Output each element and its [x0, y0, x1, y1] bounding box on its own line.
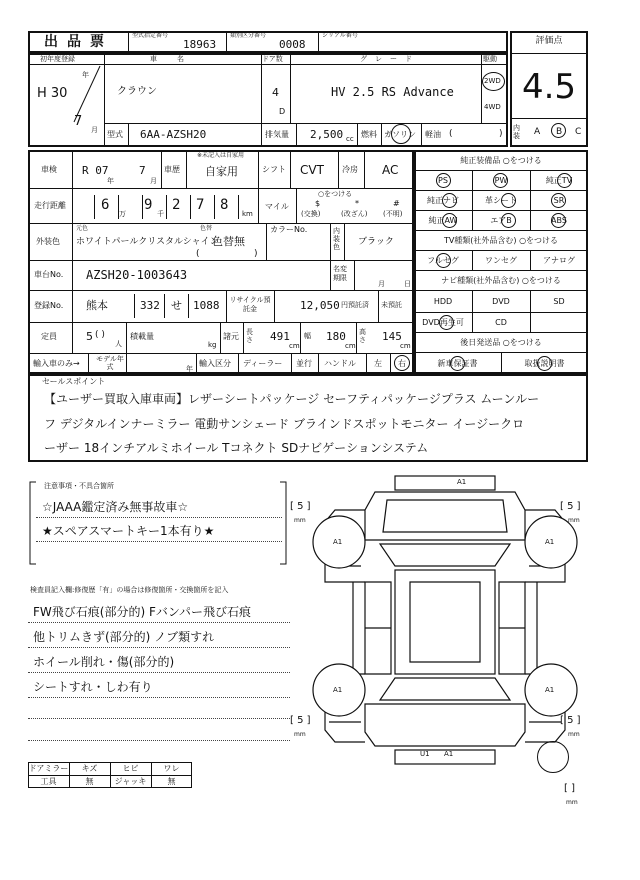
sales-label: セールスポイント — [42, 377, 106, 386]
legend-cell: 無 — [167, 777, 176, 786]
car-diagram — [295, 470, 595, 770]
history-label: 車歴 — [164, 165, 180, 174]
mile-label: マイル — [265, 202, 289, 211]
mileage-digit: 6 — [101, 197, 110, 213]
car-name: クラウン — [117, 86, 157, 97]
later-warranty-circle — [450, 356, 465, 371]
sales-line: 【ユーザー買取入庫車両】レザーシートパッケージ セーフティパッケージプラス ムーンルー — [44, 392, 540, 406]
notes-line: ★スペアスマートキー1本有り★ — [42, 524, 215, 538]
interior-color-label: 内装色 — [333, 227, 340, 251]
chassis-label: 車台No. — [34, 270, 64, 279]
parallel-option: 並行 — [296, 359, 312, 368]
tread-rear-left: [ 5 ] — [290, 715, 311, 726]
orig-color-label: 元色 — [76, 225, 89, 232]
exchange-label: (交換) — [301, 210, 321, 218]
interior-b-circle — [551, 123, 566, 138]
year-unit: 年 — [82, 71, 89, 79]
tv-label: TV種類(社外品含む) ○をつける — [443, 236, 559, 245]
spare-mm: mm — [566, 799, 578, 806]
tread-mm: mm — [294, 517, 306, 524]
model-year-label: モデル年式 — [96, 355, 124, 371]
inspector-label: 検査員記入欄:修復歴「有」の場合は修復箇所・交換箇所を記入 — [30, 586, 229, 594]
type-value: 6AA-AZSH20 — [140, 128, 207, 141]
tread-front-left: [ 5 ] — [290, 501, 311, 512]
capacity-value: 5 — [86, 330, 93, 343]
drive-4wd: 4WD — [484, 103, 501, 111]
size-label: 諸元 — [223, 332, 239, 341]
unknown-label: (不明) — [383, 210, 403, 218]
equip-airbag: エアB — [490, 216, 512, 225]
equip-navi: 純正ナビ — [427, 196, 459, 205]
inspection-value: R 07 — [82, 164, 109, 177]
interior-label: 内装 — [513, 124, 520, 140]
spare-tire-icon — [537, 741, 569, 773]
navi-cd: CD — [495, 318, 507, 327]
handle-right-circle — [394, 355, 410, 371]
reg-place: 熊本 — [86, 299, 108, 312]
car-name-label: 車名 — [150, 55, 204, 63]
shift-label: シフト — [262, 165, 286, 174]
mileage-label: 走行距離 — [34, 201, 66, 210]
km-unit: km — [242, 210, 253, 218]
import-label: 輸入車のみ→ — [33, 359, 80, 368]
dealer-option: ディーラー — [243, 359, 283, 368]
equip-ps: PS — [438, 176, 448, 185]
doors-label: ドア数 — [262, 55, 283, 63]
first-reg-era: H 30 — [37, 86, 68, 101]
tampered-mark: * — [355, 199, 359, 208]
equip-navi-circle — [442, 193, 457, 208]
reg-kana: せ — [171, 299, 182, 312]
first-reg-diagonal — [28, 64, 104, 147]
interior-b: B — [556, 127, 563, 137]
inspection-label: 車検 — [41, 165, 57, 174]
drive-2wd-circle — [482, 72, 505, 91]
legend-cell: 工具 — [40, 777, 57, 786]
tv-oneseg: ワンセグ — [485, 256, 517, 265]
notes-bracket — [28, 478, 290, 568]
bracket-close: ) — [499, 129, 503, 139]
load-unit: kg — [208, 341, 217, 349]
damage-rear-a: A1 — [444, 750, 454, 758]
drive-2wd: 2WD — [484, 77, 501, 85]
width-label: 幅 — [304, 332, 311, 340]
equip-sr-circle — [551, 193, 566, 208]
cc-unit: cc — [346, 135, 354, 143]
capacity-unit: 人 — [115, 340, 122, 348]
tire-front-right: A1 — [545, 538, 555, 546]
first-reg-label: 初年度登録 — [40, 55, 75, 63]
capacity-paren: ( ) — [95, 330, 105, 340]
inspector-line: FW飛び石痕(部分的) Fバンパー飛び石痕 — [33, 605, 252, 619]
inspection-month: 7 — [139, 164, 146, 177]
first-reg-month: 7 — [74, 114, 83, 129]
inspection-year-unit: 年 — [107, 177, 114, 185]
recycle-unit: 円預託済 — [341, 301, 369, 309]
navi-dvd-play: DVD再生可 — [422, 318, 464, 327]
notes-line: ☆JAAA鑑定済み無事故車☆ — [42, 500, 189, 514]
height-cm: cm — [400, 342, 411, 350]
man-unit: 万 — [119, 210, 126, 218]
repaint-value: 色替無 — [212, 235, 245, 248]
sales-line: ーザー 18インチアルミホイール Tコネクト SDナビゲーションシステム — [44, 441, 429, 455]
reg-class: 332 — [140, 299, 160, 312]
name-change-month: 月 — [378, 280, 385, 288]
page-title: 出品票 — [44, 34, 113, 50]
serial-label: シリアル番号 — [322, 32, 358, 39]
later-manual-circle — [537, 356, 552, 371]
model-year-unit: 年 — [186, 365, 193, 373]
recycle-status: 未預託 — [381, 301, 402, 309]
navi-dvd-play-circle — [439, 315, 454, 330]
history-value: 自家用 — [205, 165, 238, 178]
damage-front-bumper: A1 — [457, 478, 467, 486]
spare-tread: [ ] — [564, 783, 575, 794]
recycle-value: 12,050 — [300, 299, 340, 312]
interior-a: A — [534, 127, 541, 137]
interior-c: C — [575, 127, 582, 137]
later-manual: 取扱説明書 — [524, 359, 565, 368]
inspector-line: ホイール削れ・傷(部分的) — [33, 655, 175, 669]
legend-cell: キズ — [81, 764, 98, 773]
equip-leather-circle — [501, 193, 516, 208]
tread-mm: mm — [568, 517, 580, 524]
repaint-close: ) — [254, 249, 258, 259]
class-no-label: 類別区分番号 — [230, 32, 267, 39]
displacement-label: 排気量 — [265, 130, 289, 139]
mark-note: ○をつける — [318, 190, 353, 198]
tread-front-right: [ 5 ] — [560, 501, 581, 512]
handle-left: 左 — [374, 359, 382, 368]
grade-score-label: 評価点 — [535, 36, 563, 46]
doors: 4 — [272, 86, 279, 99]
length-cm: cm — [289, 342, 300, 350]
model-no: 18963 — [183, 38, 217, 51]
shift-value: CVT — [300, 163, 324, 177]
repaint-open: ( — [196, 249, 200, 259]
exchange-mark: $ — [315, 199, 321, 208]
equip-tv-circle — [557, 173, 572, 188]
tv-fullseg: フルセグ — [427, 256, 459, 265]
drive-label: 駆動 — [483, 55, 497, 63]
tampered-label: (改ざん) — [341, 210, 368, 218]
legend-cell: ヒビ — [122, 764, 139, 773]
legend-cell: ドアミラー — [28, 764, 69, 773]
legend-cell: ジャッキ — [114, 777, 147, 786]
equip-aw: 純正AW — [428, 216, 458, 225]
cooling-value: AC — [382, 163, 399, 177]
handle-label: ハンドル — [324, 359, 356, 368]
notes-label: 注意事項・不具合箇所 — [44, 482, 114, 490]
month-unit: 月 — [91, 126, 98, 134]
name-change-label: 名変期限 — [333, 265, 347, 282]
equip-airbag-circle — [501, 213, 516, 228]
grade-value: HV 2.5 RS Advance — [331, 85, 454, 99]
door-type: D — [279, 107, 286, 116]
navi-hdd: HDD — [433, 297, 453, 306]
tire-front-left: A1 — [333, 538, 343, 546]
length-value: 491 — [270, 330, 290, 343]
chassis-value: AZSH20-1003643 — [86, 268, 188, 282]
equip-abs: ABS — [551, 216, 567, 225]
import-type-label: 輸入区分 — [199, 359, 231, 368]
tread-mm: mm — [568, 731, 580, 738]
tv-analog: アナログ — [543, 256, 575, 265]
inspector-line: シートすれ・しわ有り — [33, 680, 153, 694]
mileage-digit: 7 — [196, 197, 205, 213]
equip-leather: 革シート — [485, 196, 517, 205]
height-label: 高さ — [359, 328, 366, 344]
damage-rear-u: U1 — [420, 750, 430, 758]
genuine-label: 純正装備品 ○をつける — [460, 156, 542, 165]
fuel-circle — [391, 124, 411, 144]
color-value: ホワイトパールクリスタルシャイン — [76, 237, 219, 247]
color-label: 外装色 — [36, 237, 60, 246]
height-value: 145 — [382, 330, 402, 343]
type-label: 型式 — [107, 130, 123, 139]
length-label: 長さ — [246, 328, 253, 344]
later-label: 後日発送品 ○をつける — [460, 338, 542, 347]
name-change-day: 日 — [404, 280, 411, 288]
class-no: 0008 — [279, 38, 306, 51]
light-oil-label: 軽油 — [425, 130, 441, 139]
equip-ps-circle — [436, 173, 451, 188]
mileage-digit: 2 — [172, 197, 181, 213]
mileage-digit: 9 — [144, 197, 153, 213]
sen-unit: 千 — [157, 210, 164, 218]
legend-cell: ワレ — [163, 764, 180, 773]
equip-aw-circle — [442, 213, 457, 228]
equip-abs-circle — [551, 213, 566, 228]
equip-pw-circle — [493, 173, 508, 188]
later-warranty: 新車保証書 — [437, 359, 478, 368]
equip-pw: PW — [494, 176, 508, 185]
displacement: 2,500 — [310, 128, 344, 141]
color-no-field-label: カラーNo. — [270, 225, 308, 234]
bracket-open: ( — [449, 129, 453, 139]
reg-number: 1088 — [193, 299, 220, 312]
tread-mm: mm — [294, 731, 306, 738]
reg-label: 登録No. — [34, 301, 64, 310]
load-label: 積載量 — [130, 332, 154, 341]
width-cm: cm — [345, 342, 356, 350]
navi-label: ナビ種類(社外品含む) ○をつける — [441, 276, 561, 285]
inspection-month-unit: 月 — [150, 177, 157, 185]
tire-rear-left: A1 — [333, 686, 343, 694]
history-note: ※未記入は自家用 — [197, 152, 245, 159]
inspector-line: 他トリムきず(部分的) ノブ類すれ — [33, 630, 215, 644]
cooling-label: 冷房 — [342, 165, 358, 174]
unknown-mark: # — [393, 199, 400, 208]
tv-fullseg-circle — [436, 253, 451, 268]
legend-cell: 無 — [85, 777, 94, 786]
handle-right: 右 — [398, 359, 406, 368]
model-no-label: 型式指定番号 — [132, 32, 169, 39]
mileage-digit: 8 — [220, 197, 229, 213]
capacity-label: 定員 — [41, 332, 57, 341]
navi-sd: SD — [553, 297, 565, 306]
tire-rear-right: A1 — [545, 686, 555, 694]
navi-dvd: DVD — [492, 297, 510, 306]
tread-rear-right: [ 5 ] — [560, 715, 581, 726]
color-no-label: 色替 — [200, 225, 213, 232]
recycle-label: リサイクル預託金 — [229, 296, 271, 313]
fuel-label: 燃料 — [361, 130, 377, 139]
grade-label: グレード — [360, 55, 420, 63]
width-value: 180 — [326, 330, 346, 343]
sales-line: フ デジタルインナーミラー 電動サンシェード ブラインドスポットモニター イージークロ — [44, 417, 525, 431]
interior-color: ブラック — [358, 237, 394, 247]
fuel-value: ガソリン — [384, 130, 416, 139]
equip-sr: SR — [553, 196, 565, 205]
equip-tv: 純正TV — [545, 176, 573, 185]
grade-score: 4.5 — [521, 67, 577, 107]
